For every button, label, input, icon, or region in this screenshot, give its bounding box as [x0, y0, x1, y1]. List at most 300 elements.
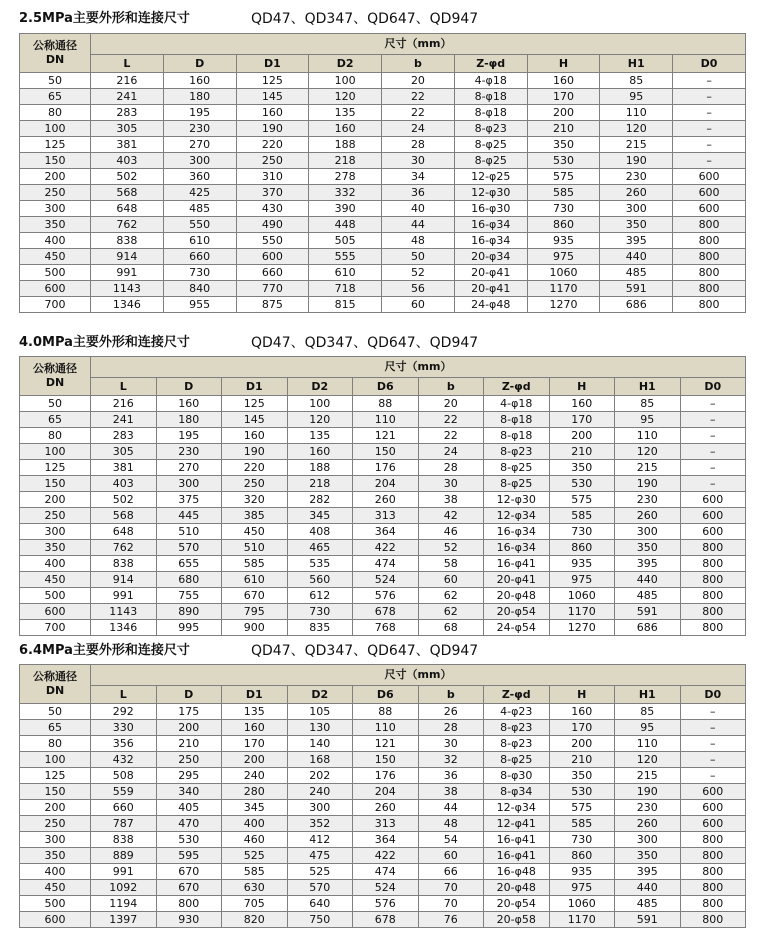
table-row — [20, 880, 746, 896]
table-cell: 295 — [156, 768, 222, 784]
table-cell: 300 — [615, 832, 681, 848]
table-cell: 38 — [418, 784, 484, 800]
table-cell: 600 — [673, 185, 746, 201]
table-cell: 36 — [418, 768, 484, 784]
table-cell: 52 — [382, 265, 455, 281]
table-body — [20, 704, 746, 928]
column-header: Z-φd — [454, 55, 527, 73]
table-cell: 125 — [236, 73, 309, 89]
table-cell: 160 — [309, 121, 382, 137]
table-cell: 762 — [91, 217, 164, 233]
table-cell: 425 — [163, 185, 236, 201]
dn-cell: 700 — [20, 620, 91, 636]
table-cell: – — [680, 752, 746, 768]
dn-cell: 80 — [20, 105, 91, 121]
column-header: D — [156, 686, 222, 704]
table-cell: 800 — [680, 864, 746, 880]
table-cell: 460 — [222, 832, 288, 848]
table-row — [20, 704, 746, 720]
table-cell: 180 — [156, 412, 222, 428]
table-cell: 390 — [309, 201, 382, 217]
table-cell: 8-φ25 — [484, 460, 550, 476]
table-cell: 110 — [615, 428, 681, 444]
table-cell: 60 — [418, 572, 484, 588]
table-cell: 320 — [222, 492, 288, 508]
table-row — [20, 508, 746, 524]
column-header: Z-φd — [484, 378, 550, 396]
table-cell: 210 — [156, 736, 222, 752]
dn-cell: 150 — [20, 784, 91, 800]
dn-label-2: DN — [45, 376, 65, 389]
table-cell: 510 — [222, 540, 288, 556]
dn-cell: 300 — [20, 524, 91, 540]
table-cell: 215 — [600, 137, 673, 153]
table-cell: 88 — [353, 396, 419, 412]
table-cell: 8-φ23 — [484, 720, 550, 736]
table-cell: 530 — [156, 832, 222, 848]
table-cell: 20-φ54 — [484, 896, 550, 912]
table-cell: 48 — [382, 233, 455, 249]
table-cell: 350 — [549, 768, 615, 784]
table-cell: 22 — [418, 428, 484, 444]
table-cell: 24-φ54 — [484, 620, 550, 636]
table-cell: 1060 — [527, 265, 600, 281]
table-cell: 670 — [222, 588, 288, 604]
table-cell: 12-φ30 — [484, 492, 550, 508]
table-cell: 120 — [309, 89, 382, 105]
section-models: QD47、QD347、QD647、QD947 — [251, 11, 479, 27]
dn-cell: 250 — [20, 508, 91, 524]
column-header: H — [549, 686, 615, 704]
table-cell: 190 — [236, 121, 309, 137]
table-cell: 800 — [680, 912, 746, 928]
table-cell: 670 — [156, 880, 222, 896]
table-cell: 42 — [418, 508, 484, 524]
section-header — [19, 640, 746, 662]
table-cell: 585 — [549, 508, 615, 524]
table-cell: 200 — [549, 428, 615, 444]
table-cell: 22 — [418, 412, 484, 428]
table-cell: 470 — [156, 816, 222, 832]
dn-cell: 50 — [20, 704, 91, 720]
dimensions-header: 尺寸（mm） — [91, 34, 746, 55]
table-cell: 4-φ23 — [484, 704, 550, 720]
column-header: Z-φd — [484, 686, 550, 704]
table-cell: 200 — [527, 105, 600, 121]
table-cell: 600 — [673, 169, 746, 185]
column-header: D1 — [236, 55, 309, 73]
table-cell: 800 — [673, 249, 746, 265]
table-row — [20, 137, 746, 153]
table-cell: – — [673, 73, 746, 89]
dn-cell: 700 — [20, 297, 91, 313]
dn-cell: 100 — [20, 121, 91, 137]
column-header: b — [382, 55, 455, 73]
table-cell: 200 — [156, 720, 222, 736]
table-cell: 660 — [236, 265, 309, 281]
table-row — [20, 784, 746, 800]
table-cell: 58 — [418, 556, 484, 572]
dn-cell: 65 — [20, 412, 91, 428]
table-cell: 292 — [91, 704, 157, 720]
table-cell: 1397 — [91, 912, 157, 928]
table-cell: 28 — [418, 460, 484, 476]
spec-section-6-4mpa — [19, 640, 746, 928]
table-cell: 283 — [91, 428, 157, 444]
table-cell: 48 — [418, 816, 484, 832]
table-row — [20, 428, 746, 444]
table-cell: 8-φ18 — [454, 105, 527, 121]
table-cell: 1346 — [91, 297, 164, 313]
table-cell: 8-φ25 — [454, 153, 527, 169]
table-row — [20, 800, 746, 816]
table-cell: 395 — [615, 556, 681, 572]
table-cell: 36 — [382, 185, 455, 201]
table-cell: 52 — [418, 540, 484, 556]
table-cell: 900 — [222, 620, 288, 636]
table-cell: 12-φ34 — [484, 508, 550, 524]
table-cell: 120 — [287, 412, 353, 428]
table-cell: 16-φ41 — [484, 556, 550, 572]
table-cell: 568 — [91, 185, 164, 201]
table-cell: 170 — [549, 412, 615, 428]
table-cell: 730 — [163, 265, 236, 281]
table-cell: 585 — [222, 864, 288, 880]
table-cell: 210 — [549, 444, 615, 460]
table-cell: – — [680, 444, 746, 460]
table-cell: – — [680, 736, 746, 752]
table-cell: 535 — [287, 556, 353, 572]
table-cell: – — [680, 396, 746, 412]
dn-cell: 125 — [20, 768, 91, 784]
table-cell: 195 — [163, 105, 236, 121]
table-cell: 660 — [91, 800, 157, 816]
table-cell: 718 — [309, 281, 382, 297]
table-row — [20, 524, 746, 540]
table-cell: 300 — [287, 800, 353, 816]
table-row — [20, 217, 746, 233]
dn-header — [20, 357, 91, 396]
dn-cell: 65 — [20, 720, 91, 736]
table-cell: 385 — [222, 508, 288, 524]
table-cell: 32 — [418, 752, 484, 768]
table-cell: 800 — [680, 832, 746, 848]
table-cell: 160 — [287, 444, 353, 460]
dn-cell: 500 — [20, 896, 91, 912]
table-cell: – — [680, 476, 746, 492]
table-cell: 241 — [91, 412, 157, 428]
table-cell: – — [673, 121, 746, 137]
table-cell: 202 — [287, 768, 353, 784]
table-cell: 889 — [91, 848, 157, 864]
table-cell: 8-φ18 — [484, 412, 550, 428]
table-cell: 591 — [615, 912, 681, 928]
table-cell: 440 — [600, 249, 673, 265]
table-cell: 340 — [156, 784, 222, 800]
table-cell: 28 — [418, 720, 484, 736]
table-cell: 260 — [353, 800, 419, 816]
table-cell: 375 — [156, 492, 222, 508]
table-cell: 422 — [353, 848, 419, 864]
table-cell: 991 — [91, 588, 157, 604]
table-cell: 150 — [353, 444, 419, 460]
table-cell: 1170 — [527, 281, 600, 297]
table-cell: 260 — [615, 508, 681, 524]
table-cell: – — [680, 704, 746, 720]
table-cell: 762 — [91, 540, 157, 556]
table-cell: 4-φ18 — [484, 396, 550, 412]
table-cell: 770 — [236, 281, 309, 297]
table-cell: 175 — [156, 704, 222, 720]
column-header-row — [20, 686, 746, 704]
table-cell: 40 — [382, 201, 455, 217]
table-cell: 16-φ30 — [454, 201, 527, 217]
table-cell: 24 — [418, 444, 484, 460]
table-cell: 310 — [236, 169, 309, 185]
dn-label: 公称通径 — [33, 362, 77, 375]
table-row — [20, 768, 746, 784]
table-row — [20, 265, 746, 281]
table-cell: 204 — [353, 784, 419, 800]
dn-cell: 150 — [20, 153, 91, 169]
table-cell: 485 — [615, 588, 681, 604]
table-cell: 768 — [353, 620, 419, 636]
table-cell: 875 — [236, 297, 309, 313]
table-row — [20, 832, 746, 848]
table-cell: 170 — [222, 736, 288, 752]
table-cell: 1170 — [549, 912, 615, 928]
dn-cell: 125 — [20, 460, 91, 476]
column-header: H1 — [615, 378, 681, 396]
table-cell: 62 — [418, 588, 484, 604]
column-header: b — [418, 378, 484, 396]
table-cell: 755 — [156, 588, 222, 604]
table-cell: 686 — [600, 297, 673, 313]
table-cell: 975 — [549, 572, 615, 588]
table-cell: 1270 — [527, 297, 600, 313]
table-cell: 20-φ48 — [484, 588, 550, 604]
table-cell: 640 — [287, 896, 353, 912]
dn-cell: 350 — [20, 540, 91, 556]
table-cell: 135 — [287, 428, 353, 444]
table-cell: 20-φ41 — [484, 572, 550, 588]
table-cell: 800 — [673, 297, 746, 313]
table-cell: 210 — [527, 121, 600, 137]
table-cell: 800 — [680, 604, 746, 620]
table-cell: 800 — [680, 848, 746, 864]
column-header: D1 — [222, 378, 288, 396]
table-cell: 815 — [309, 297, 382, 313]
table-cell: 1170 — [549, 604, 615, 620]
table-cell: 240 — [222, 768, 288, 784]
table-cell: 190 — [600, 153, 673, 169]
table-cell: 1346 — [91, 620, 157, 636]
dn-header — [20, 665, 91, 704]
table-cell: 680 — [156, 572, 222, 588]
table-cell: 300 — [600, 201, 673, 217]
table-cell: 705 — [222, 896, 288, 912]
table-cell: 838 — [91, 832, 157, 848]
table-cell: 585 — [549, 816, 615, 832]
table-cell: 395 — [615, 864, 681, 880]
table-cell: 218 — [309, 153, 382, 169]
table-cell: 121 — [353, 736, 419, 752]
table-cell: 120 — [615, 444, 681, 460]
table-cell: 356 — [91, 736, 157, 752]
table-cell: 648 — [91, 524, 157, 540]
table-cell: 8-φ34 — [484, 784, 550, 800]
table-cell: 412 — [287, 832, 353, 848]
table-cell: 230 — [163, 121, 236, 137]
section-models: QD47、QD347、QD647、QD947 — [251, 335, 479, 351]
dn-cell: 50 — [20, 73, 91, 89]
table-row — [20, 396, 746, 412]
table-cell: 176 — [353, 460, 419, 476]
table-cell: 100 — [287, 396, 353, 412]
table-cell: 570 — [156, 540, 222, 556]
dn-label-2: DN — [45, 684, 65, 697]
table-cell: 560 — [287, 572, 353, 588]
dimensions-header: 尺寸（mm） — [91, 357, 746, 378]
dn-cell: 200 — [20, 169, 91, 185]
table-cell: – — [680, 412, 746, 428]
table-cell: 20-φ41 — [454, 281, 527, 297]
dn-cell: 65 — [20, 89, 91, 105]
table-cell: 570 — [287, 880, 353, 896]
table-cell: 800 — [156, 896, 222, 912]
table-cell: 648 — [91, 201, 164, 217]
table-cell: 300 — [163, 153, 236, 169]
table-cell: 800 — [680, 540, 746, 556]
table-cell: 800 — [673, 217, 746, 233]
table-cell: 600 — [680, 816, 746, 832]
table-cell: 16-φ34 — [484, 540, 550, 556]
dn-cell: 100 — [20, 752, 91, 768]
table-cell: 160 — [549, 396, 615, 412]
column-header: D2 — [287, 686, 353, 704]
table-cell: 145 — [222, 412, 288, 428]
section-title: 4.0MPa主要外形和连接尺寸 — [19, 335, 190, 350]
table-row — [20, 121, 746, 137]
table-cell: – — [680, 768, 746, 784]
table-row — [20, 752, 746, 768]
table-cell: 60 — [418, 848, 484, 864]
table-cell: 345 — [287, 508, 353, 524]
table-cell: 230 — [600, 169, 673, 185]
table-cell: 800 — [673, 265, 746, 281]
column-header: L — [91, 378, 157, 396]
table-cell: 280 — [222, 784, 288, 800]
table-cell: 16-φ34 — [454, 217, 527, 233]
table-cell: 403 — [91, 153, 164, 169]
table-cell: 422 — [353, 540, 419, 556]
table-cell: 840 — [163, 281, 236, 297]
dimension-table — [19, 356, 746, 636]
table-cell: 576 — [353, 588, 419, 604]
table-cell: 110 — [615, 736, 681, 752]
table-row — [20, 588, 746, 604]
table-cell: 230 — [615, 800, 681, 816]
table-row — [20, 604, 746, 620]
table-cell: 145 — [236, 89, 309, 105]
table-cell: 408 — [287, 524, 353, 540]
table-cell: 575 — [527, 169, 600, 185]
table-cell: 686 — [615, 620, 681, 636]
table-cell: – — [680, 720, 746, 736]
table-cell: 50 — [382, 249, 455, 265]
table-cell: 1060 — [549, 588, 615, 604]
dn-cell: 300 — [20, 832, 91, 848]
table-cell: 838 — [91, 233, 164, 249]
table-cell: 68 — [418, 620, 484, 636]
column-header: D6 — [353, 378, 419, 396]
table-cell: 16-φ34 — [454, 233, 527, 249]
table-cell: 95 — [615, 412, 681, 428]
column-header-row — [20, 378, 746, 396]
table-cell: 1143 — [91, 281, 164, 297]
table-cell: 1060 — [549, 896, 615, 912]
table-row — [20, 281, 746, 297]
table-cell: 350 — [549, 460, 615, 476]
column-header: D2 — [309, 55, 382, 73]
table-cell: 600 — [680, 524, 746, 540]
dn-cell: 600 — [20, 912, 91, 928]
table-cell: 200 — [222, 752, 288, 768]
column-header: H1 — [615, 686, 681, 704]
table-cell: 16-φ34 — [484, 524, 550, 540]
table-cell: 70 — [418, 896, 484, 912]
table-cell: 8-φ25 — [484, 476, 550, 492]
column-header: D0 — [680, 686, 746, 704]
table-cell: 210 — [549, 752, 615, 768]
table-cell: 381 — [91, 460, 157, 476]
table-cell: 370 — [236, 185, 309, 201]
table-cell: 730 — [527, 201, 600, 217]
section-title: 2.5MPa主要外形和连接尺寸 — [19, 11, 190, 26]
table-cell: 991 — [91, 265, 164, 281]
table-row — [20, 492, 746, 508]
table-row — [20, 864, 746, 880]
table-cell: 935 — [549, 864, 615, 880]
table-cell: 490 — [236, 217, 309, 233]
table-cell: 508 — [91, 768, 157, 784]
dimension-table — [19, 664, 746, 928]
table-cell: 350 — [615, 848, 681, 864]
table-cell: 190 — [222, 444, 288, 460]
table-cell: 800 — [673, 281, 746, 297]
table-cell: 360 — [163, 169, 236, 185]
table-row — [20, 476, 746, 492]
column-header: D1 — [222, 686, 288, 704]
table-cell: 120 — [615, 752, 681, 768]
table-cell: 305 — [91, 444, 157, 460]
table-row — [20, 736, 746, 752]
table-cell: 250 — [236, 153, 309, 169]
dn-cell: 350 — [20, 848, 91, 864]
dn-cell: 250 — [20, 816, 91, 832]
table-cell: 300 — [615, 524, 681, 540]
table-cell: 170 — [549, 720, 615, 736]
dn-cell: 100 — [20, 444, 91, 460]
table-row — [20, 540, 746, 556]
table-cell: 220 — [236, 137, 309, 153]
dn-cell: 200 — [20, 492, 91, 508]
table-row — [20, 896, 746, 912]
column-header: L — [91, 55, 164, 73]
column-header: b — [418, 686, 484, 704]
table-body — [20, 396, 746, 636]
table-cell: 575 — [549, 492, 615, 508]
